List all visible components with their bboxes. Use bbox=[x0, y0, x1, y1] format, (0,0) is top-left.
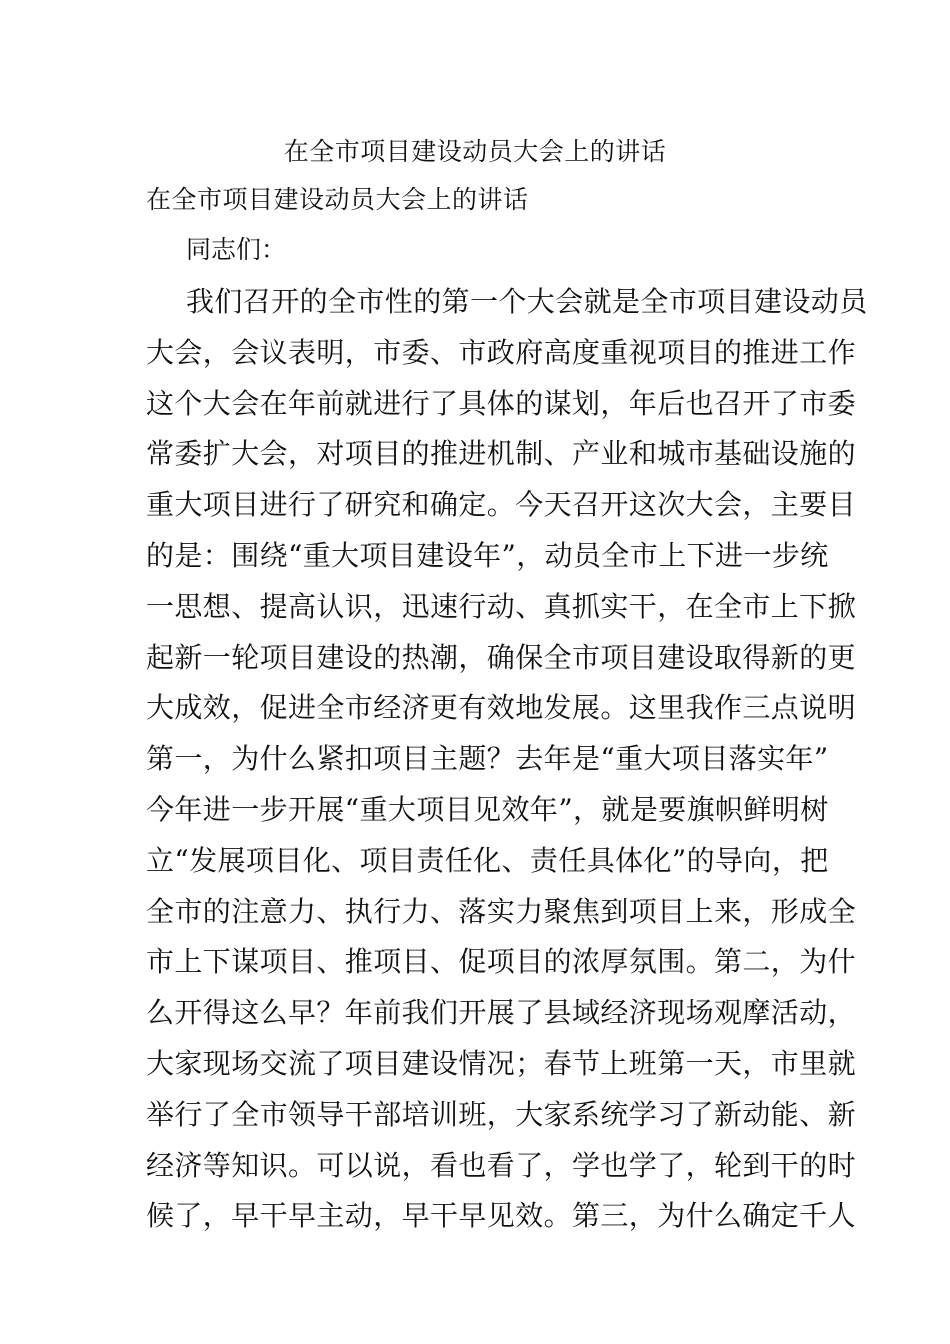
body-text bbox=[146, 282, 868, 1247]
text-line: 市上下谋项目、推项目、促项目的浓厚氛围。第二，为什 bbox=[146, 945, 857, 979]
text-line: 重大项目进行了研究和确定。今天召开这次大会，主要目 bbox=[146, 488, 857, 522]
text-line: 大成效，促进全市经济更有效地发展。这里我作三点说明 bbox=[146, 691, 857, 725]
text-line: 今年进一步开展“重大项目见效年”，就是要旗帜鲜明树 bbox=[146, 792, 829, 826]
text-line: 这个大会在年前就进行了具体的谋划，年后也召开了市委 bbox=[146, 386, 857, 420]
text-line: 常委扩大会，对项目的推进机制、产业和城市基础设施的 bbox=[146, 437, 857, 471]
text-line: 么开得这么早？年前我们开展了县域经济现场观摩活动， bbox=[146, 996, 857, 1030]
text-line: 立“发展项目化、项目责任化、责任具体化”的导向，把 bbox=[146, 843, 829, 877]
text-line: 大家现场交流了项目建设情况；春节上班第一天，市里就 bbox=[146, 1046, 857, 1080]
document-subtitle: 在全市项目建设动员大会上的讲话 bbox=[146, 185, 529, 214]
text-line: 的是：围绕“重大项目建设年”，动员全市上下进一步统 bbox=[146, 538, 829, 572]
text-line: 起新一轮项目建设的热潮，确保全市项目建设取得新的更 bbox=[146, 640, 857, 674]
text-line: 全市的注意力、执行力、落实力聚焦到项目上来，形成全 bbox=[146, 894, 857, 928]
text-line: 经济等知识。可以说，看也看了，学也学了，轮到干的时 bbox=[146, 1148, 857, 1182]
text-line: 第一，为什么紧扣项目主题？去年是“重大项目落实年” bbox=[146, 742, 829, 776]
text-line: 举行了全市领导干部培训班，大家系统学习了新动能、新 bbox=[146, 1097, 857, 1131]
text-line: 我们召开的全市性的第一个大会就是全市项目建设动员 bbox=[186, 285, 868, 318]
text-line: 一思想、提高认识，迅速行动、真抓实干，在全市上下掀 bbox=[146, 589, 857, 623]
text-line: 大会，会议表明，市委、市政府高度重视项目的推进工作 bbox=[146, 335, 857, 369]
salutation: 同志们： bbox=[186, 235, 287, 264]
document-title: 在全市项目建设动员大会上的讲话 bbox=[283, 137, 667, 166]
text-line: 候了，早干早主动，早干早见效。第三，为什么确定千人 bbox=[146, 1199, 857, 1233]
